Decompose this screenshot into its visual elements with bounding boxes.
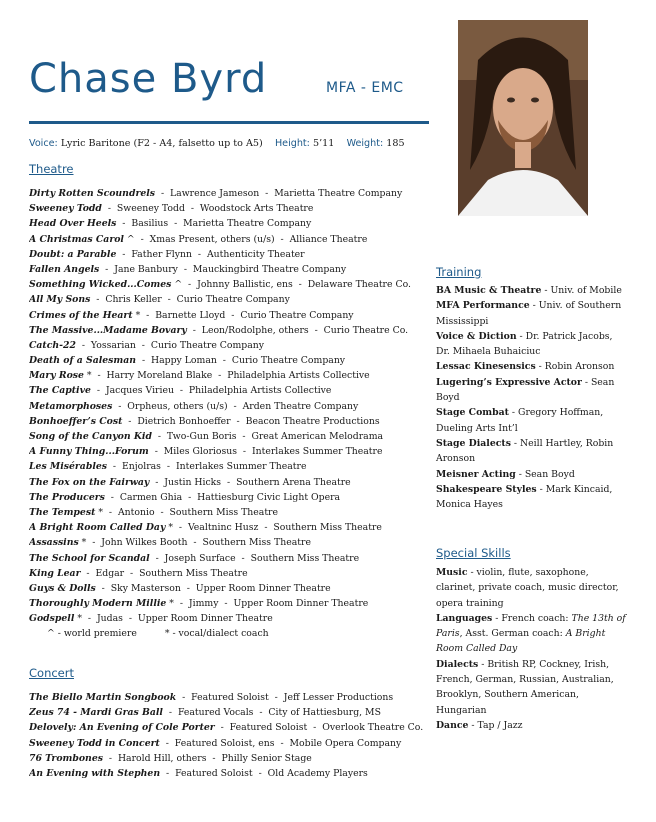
credit-mark: * bbox=[165, 522, 173, 534]
credit-role: Xmas Present, others (u/s) bbox=[149, 233, 275, 245]
credit-company: Southern Miss Theatre bbox=[202, 537, 311, 549]
skill-label: Music bbox=[436, 567, 468, 578]
theatre-list bbox=[29, 186, 411, 642]
credit-company: Authenticity Theater bbox=[206, 248, 305, 260]
theatre-credit-row: All My Sons - Chris Keller - Curio Theatre Company bbox=[29, 294, 290, 306]
training-detail: Mark Kincaid, Monica Hayes bbox=[436, 483, 613, 511]
theatre-credit-row: A Funny Thing...Forum - Miles Gloriosus - Interlakes Summer Theatre bbox=[29, 446, 383, 458]
concert-list bbox=[29, 690, 423, 781]
credit-title: Assassins bbox=[29, 537, 79, 549]
credit-title: The Biello Martin Songbook bbox=[29, 692, 177, 703]
credit-company: Southern Miss Theatre bbox=[139, 567, 248, 579]
theatre-credit-row: Fallen Angels - Jane Banbury - Mauckingbird Theatre Company bbox=[29, 263, 347, 275]
theatre-credit-row: Mary Rose * - Harry Moreland Blake - Philadelphia Artists Collective bbox=[29, 370, 370, 382]
credit-company: Curio Theatre Company bbox=[176, 294, 290, 306]
training-label: Lessac Kinesensics bbox=[436, 361, 536, 373]
credit-title: A Christmas Carol bbox=[29, 233, 124, 245]
credit-title: 76 Trombones bbox=[29, 752, 103, 764]
credit-role: Happy Loman bbox=[151, 355, 217, 367]
credit-mark: * bbox=[132, 309, 141, 321]
credit-company: Mauckingbird Theatre Company bbox=[192, 263, 347, 275]
header-rule bbox=[29, 121, 429, 124]
credit-role: Antonio bbox=[117, 506, 155, 518]
training-item: Voice & Diction - Dr. Patrick Jacobs, Dr. Mihaela Buhaiciuc bbox=[436, 330, 613, 358]
credit-mark: * bbox=[74, 613, 82, 625]
credit-title: Head Over Heels bbox=[29, 218, 117, 230]
credit-company: Alliance Theatre bbox=[289, 233, 368, 245]
skill-label: Dialects bbox=[436, 658, 479, 670]
credit-company: Southern Arena Theatre bbox=[236, 476, 351, 488]
credit-role: Lawrence Jameson bbox=[170, 188, 260, 199]
credit-title: Les Misérables bbox=[29, 461, 107, 473]
training-label: Stage Dialects bbox=[436, 437, 511, 449]
credit-role: Enjolras bbox=[121, 461, 161, 473]
credit-company: Great American Melodrama bbox=[251, 431, 384, 442]
height-label: Height: bbox=[274, 138, 310, 149]
skill-detail: , Asst. German coach: bbox=[459, 628, 563, 640]
credit-company: Marietta Theatre Company bbox=[274, 188, 403, 199]
training-item: Lessac Kinesensics - Robin Aronson bbox=[436, 361, 615, 373]
credit-role: Carmen Ghia bbox=[119, 491, 183, 503]
credit-role: Sky Masterson bbox=[110, 582, 181, 594]
credit-mark: * bbox=[95, 506, 103, 518]
legend-premiere: ^ - world premiere bbox=[47, 628, 137, 640]
credit-company: Woodstock Arts Theatre bbox=[199, 203, 314, 215]
training-detail: Gregory Hoffman, Dueling Arts Int’l bbox=[436, 407, 604, 434]
credit-title: An Evening with Stephen bbox=[29, 767, 161, 779]
training-item: Stage Combat - Gregory Hoffman, Dueling Arts Int’l bbox=[436, 407, 604, 434]
theatre-credit-row: Head Over Heels - Basilius - Marietta Theatre Company bbox=[29, 218, 312, 230]
credit-company: Upper Room Dinner Theatre bbox=[233, 598, 369, 610]
credit-role: Joseph Surface bbox=[164, 552, 236, 564]
credit-title: A Bright Room Called Day bbox=[29, 522, 166, 534]
credit-title: Something Wicked...Comes bbox=[29, 279, 172, 291]
theatre-credit-row: The School for Scandal - Joseph Surface - Southern Miss Theatre bbox=[29, 552, 360, 564]
credit-role: Harold Hill, others bbox=[117, 752, 207, 764]
credit-title: Zeus 74 - Mardi Gras Ball bbox=[29, 707, 163, 719]
theatre-credit-row: The Massive...Madame Bovary - Leon/Rodolphe, others - Curio Theatre Co. bbox=[29, 324, 409, 336]
credit-role: Basilius bbox=[131, 218, 169, 230]
headshot-photo bbox=[458, 20, 588, 216]
training-label: BA Music & Theatre bbox=[436, 285, 542, 296]
training-label: Lugering’s Expressive Actor bbox=[436, 376, 582, 388]
training-item: BA Music & Theatre - Univ. of Mobile bbox=[436, 285, 622, 296]
training-detail: Univ. of Southern Mississippi bbox=[436, 300, 622, 327]
legend-notes bbox=[29, 626, 411, 641]
skill-dance: Dance - Tap / Jazz bbox=[436, 719, 523, 731]
credit-title: The School for Scandal bbox=[29, 552, 150, 564]
credit-company: Philly Senior Stage bbox=[221, 752, 312, 764]
training-detail: Univ. of Mobile bbox=[550, 285, 622, 296]
training-label: MFA Performance bbox=[436, 300, 530, 312]
credit-role: Edgar bbox=[95, 567, 125, 579]
skill-label: Dance bbox=[436, 719, 469, 731]
credit-title: Guys & Dolls bbox=[29, 582, 96, 594]
training-label: Voice & Diction bbox=[436, 330, 517, 342]
credit-mark: * bbox=[83, 370, 92, 382]
credit-role: John Wilkes Booth bbox=[101, 537, 188, 549]
credit-mark: * bbox=[166, 598, 174, 610]
training-detail: Sean Boyd bbox=[524, 468, 575, 480]
actor-name: Chase Byrd bbox=[29, 56, 268, 102]
credit-title: The Producers bbox=[29, 491, 105, 503]
training-label: Shakespeare Styles bbox=[436, 483, 537, 495]
credit-role: Featured Soloist bbox=[191, 692, 269, 703]
theatre-credit-row: King Lear - Edgar - Southern Miss Theatre bbox=[29, 567, 248, 579]
theatre-credit-row: Les Misérables - Enjolras - Interlakes Summer Theatre bbox=[29, 461, 307, 473]
training-detail: Robin Aronson bbox=[544, 361, 615, 373]
credit-role: Judas bbox=[96, 613, 123, 625]
credit-role: Jacques Virieu bbox=[105, 385, 174, 397]
credit-role: Featured Soloist bbox=[175, 767, 253, 779]
credit-company: Philadelphia Artists Collective bbox=[227, 370, 370, 382]
credit-title: Godspell bbox=[29, 613, 75, 625]
credit-role: Father Flynn bbox=[131, 248, 192, 260]
theatre-credit-row: The Captive - Jacques Virieu - Philadelphia Artists Collective bbox=[29, 385, 332, 397]
skill-languages: Languages - French coach: The 13th of Paris, Asst. German coach: A Bright Room Called Day bbox=[436, 612, 626, 655]
credit-role: Jane Banbury bbox=[114, 263, 178, 275]
training-label: Meisner Acting bbox=[436, 468, 516, 480]
training-detail: Neill Hartley, Robin Aronson bbox=[436, 437, 614, 465]
credit-title: Doubt: a Parable bbox=[29, 248, 117, 260]
credit-company: City of Hattiesburg, MS bbox=[268, 707, 381, 719]
credit-company: Southern Miss Theatre bbox=[169, 506, 279, 518]
voice-value: Lyric Baritone (F2 - A4, falsetto up to A5) bbox=[60, 138, 263, 149]
credit-role: Featured Soloist, ens bbox=[174, 737, 275, 749]
theatre-heading: Theatre bbox=[29, 162, 74, 176]
credit-role: Dietrich Bonhoeffer bbox=[137, 415, 231, 427]
credit-role: Chris Keller bbox=[105, 294, 162, 306]
theatre-credit-row: The Tempest * - Antonio - Southern Miss Theatre bbox=[29, 506, 279, 518]
credit-role: Sweeney Todd bbox=[116, 203, 185, 215]
credit-company: Overlook Theatre Co. bbox=[322, 722, 424, 734]
skill-show-title: A Bright Room Called Day bbox=[436, 628, 606, 655]
credit-title: The Captive bbox=[29, 385, 91, 397]
concert-credit-row: An Evening with Stephen - Featured Soloist - Old Academy Players bbox=[29, 767, 368, 779]
credit-title: Metamorphoses bbox=[29, 400, 113, 412]
theatre-credit-row: Assassins * - John Wilkes Booth - Southern Miss Theatre bbox=[29, 537, 311, 549]
training-detail: Dr. Patrick Jacobs, Dr. Mihaela Buhaiciuc bbox=[436, 330, 613, 358]
skill-detail: violin, flute, saxophone, clarinet, private coach, music director, opera training bbox=[436, 567, 619, 609]
skill-music: Music - violin, flute, saxophone, clarinet, private coach, music director, opera training bbox=[436, 567, 619, 609]
skill-label: Languages bbox=[436, 612, 493, 624]
theatre-credit-row: Catch-22 - Yossarian - Curio Theatre Company bbox=[29, 339, 265, 351]
credit-title: The Tempest bbox=[29, 506, 96, 518]
height-value: 5’11 bbox=[312, 138, 335, 149]
credit-company: Curio Theatre Company bbox=[150, 339, 265, 351]
training-item: Shakespeare Styles - Mark Kincaid, Monica Hayes bbox=[436, 483, 613, 511]
skill-show-title: The 13th of Paris bbox=[436, 612, 626, 640]
credit-title: Catch-22 bbox=[29, 339, 76, 351]
credit-title: A Funny Thing...Forum bbox=[29, 446, 149, 458]
theatre-credit-row: Something Wicked...Comes ^ - Johnny Ballistic, ens - Delaware Theatre Co. bbox=[29, 279, 411, 291]
theatre-credit-row: Guys & Dolls - Sky Masterson - Upper Room Dinner Theatre bbox=[29, 582, 331, 594]
credit-title: Death of a Salesman bbox=[29, 355, 137, 367]
credit-company: Arden Theatre Company bbox=[242, 400, 359, 412]
theatre-credit-row: Crimes of the Heart * - Barnette Lloyd - Curio Theatre Company bbox=[29, 309, 354, 321]
theatre-credit-row: Death of a Salesman - Happy Loman - Curio Theatre Company bbox=[29, 355, 346, 367]
credit-title: Sweeney Todd bbox=[29, 203, 102, 215]
credit-company: Interlakes Summer Theatre bbox=[175, 461, 307, 473]
theatre-credit-row: A Bright Room Called Day * - Vealtninc Husz - Southern Miss Theatre bbox=[29, 522, 382, 534]
credit-mark: ^ bbox=[123, 233, 135, 245]
credit-company: Delaware Theatre Co. bbox=[307, 279, 411, 291]
credit-role: Vealtninc Husz bbox=[187, 522, 259, 534]
credit-title: The Massive...Madame Bovary bbox=[29, 324, 187, 336]
theatre-credit-row: Sweeney Todd - Sweeney Todd - Woodstock Arts Theatre bbox=[29, 203, 314, 215]
skill-detail: Tap / Jazz bbox=[477, 719, 523, 731]
theatre-credit-row: The Fox on the Fairway - Justin Hicks - Southern Arena Theatre bbox=[29, 476, 351, 488]
credit-title: Song of the Canyon Kid bbox=[29, 431, 152, 442]
theatre-credit-row: Godspell * - Judas - Upper Room Dinner Theatre bbox=[29, 613, 273, 625]
credit-title: Delovely: An Evening of Cole Porter bbox=[29, 722, 215, 734]
weight-value: 185 bbox=[386, 138, 405, 149]
credit-company: Interlakes Summer Theatre bbox=[251, 446, 383, 458]
credit-role: Featured Vocals bbox=[177, 707, 254, 719]
credit-title: Bonhoeffer’s Cost bbox=[29, 415, 123, 427]
credit-role: Miles Gloriosus bbox=[163, 446, 237, 458]
theatre-credit-row: The Producers - Carmen Ghia - Hattiesburg Civic Light Opera bbox=[29, 491, 341, 503]
credit-title: Thoroughly Modern Millie bbox=[29, 598, 167, 610]
vital-stats bbox=[29, 138, 405, 149]
training-heading: Training bbox=[436, 265, 482, 279]
skill-detail: British RP, Cockney, Irish, French, German, Russian, Australian, Brooklyn, Southern American, Hungarian bbox=[436, 658, 614, 716]
credit-company: Beacon Theatre Productions bbox=[245, 415, 380, 427]
voice-label: Voice: bbox=[29, 138, 58, 149]
credit-title: Mary Rose bbox=[29, 370, 84, 382]
credit-mark: * bbox=[78, 537, 87, 549]
concert-credit-row: 76 Trombones - Harold Hill, others - Philly Senior Stage bbox=[29, 752, 312, 764]
credit-company: Curio Theatre Company bbox=[240, 309, 354, 321]
degree-label: MFA - EMC bbox=[326, 80, 404, 96]
training-list bbox=[436, 283, 626, 512]
credit-role: Justin Hicks bbox=[164, 476, 222, 488]
concert-credit-row: Sweeney Todd in Concert - Featured Soloist, ens - Mobile Opera Company bbox=[29, 737, 402, 749]
credit-company: Southern Miss Theatre bbox=[273, 522, 382, 534]
credit-role: Johnny Ballistic, ens bbox=[197, 279, 293, 291]
credit-company: Philadelphia Artists Collective bbox=[188, 385, 332, 397]
credit-company: Curio Theatre Co. bbox=[323, 324, 409, 336]
credit-company: Upper Room Dinner Theatre bbox=[137, 613, 273, 625]
credit-title: King Lear bbox=[29, 567, 81, 579]
training-item: MFA Performance - Univ. of Southern Mississippi bbox=[436, 300, 622, 327]
credit-role: Orpheus, others (u/s) bbox=[127, 400, 228, 412]
training-detail: Sean Boyd bbox=[436, 376, 615, 404]
theatre-credit-row: Metamorphoses - Orpheus, others (u/s) - Arden Theatre Company bbox=[29, 400, 359, 412]
weight-label: Weight: bbox=[346, 138, 384, 149]
credit-role: Harry Moreland Blake bbox=[106, 370, 213, 382]
credit-role: Barnette Lloyd bbox=[155, 309, 226, 321]
training-label: Stage Combat bbox=[436, 407, 509, 419]
credit-title: Crimes of the Heart bbox=[29, 309, 133, 321]
skill-detail: French coach: bbox=[501, 612, 569, 624]
training-item: Stage Dialects - Neill Hartley, Robin Aronson bbox=[436, 437, 614, 465]
theatre-credit-row: Bonhoeffer’s Cost - Dietrich Bonhoeffer - Beacon Theatre Productions bbox=[29, 415, 380, 427]
headshot-illustration bbox=[458, 20, 588, 216]
concert-credit-row: Zeus 74 - Mardi Gras Ball - Featured Vocals - City of Hattiesburg, MS bbox=[29, 707, 381, 719]
theatre-credit-row: Song of the Canyon Kid - Two-Gun Boris - Great American Melodrama bbox=[29, 431, 384, 442]
credit-company: Old Academy Players bbox=[267, 767, 368, 779]
theatre-credit-row: A Christmas Carol ^ - Xmas Present, others (u/s) - Alliance Theatre bbox=[29, 233, 368, 245]
credit-company: Jeff Lesser Productions bbox=[283, 692, 394, 703]
theatre-credit-row: Dirty Rotten Scoundrels - Lawrence Jameson - Marietta Theatre Company bbox=[29, 188, 403, 199]
credit-title: The Fox on the Fairway bbox=[29, 476, 150, 488]
credit-company: Curio Theatre Company bbox=[231, 355, 346, 367]
concert-credit-row: The Biello Martin Songbook - Featured Soloist - Jeff Lesser Productions bbox=[29, 692, 394, 703]
credit-company: Upper Room Dinner Theatre bbox=[195, 582, 331, 594]
concert-heading: Concert bbox=[29, 666, 74, 680]
credit-mark: ^ bbox=[171, 279, 183, 291]
credit-title: Dirty Rotten Scoundrels bbox=[29, 188, 156, 199]
credit-company: Southern Miss Theatre bbox=[250, 552, 360, 564]
credit-title: All My Sons bbox=[29, 294, 91, 306]
credit-title: Sweeney Todd in Concert bbox=[29, 737, 160, 749]
credit-company: Mobile Opera Company bbox=[289, 737, 402, 749]
skill-dialects: Dialects - British RP, Cockney, Irish, French, German, Russian, Australian, Brooklyn, Southern American, Hungarian bbox=[436, 658, 614, 716]
credit-role: Yossarian bbox=[90, 339, 136, 351]
credit-company: Hattiesburg Civic Light Opera bbox=[197, 491, 341, 503]
credit-company: Marietta Theatre Company bbox=[183, 218, 312, 230]
credit-role: Two-Gun Boris bbox=[166, 431, 237, 442]
theatre-credit-row: Thoroughly Modern Millie * - Jimmy - Upper Room Dinner Theatre bbox=[29, 598, 369, 610]
training-item: Meisner Acting - Sean Boyd bbox=[436, 468, 575, 480]
concert-credit-row: Delovely: An Evening of Cole Porter - Featured Soloist - Overlook Theatre Co. bbox=[29, 722, 424, 734]
skills-heading: Special Skills bbox=[436, 546, 511, 560]
theatre-credit-row: Doubt: a Parable - Father Flynn - Authenticity Theater bbox=[29, 248, 305, 260]
training-item: Lugering’s Expressive Actor - Sean Boyd bbox=[436, 376, 615, 404]
credit-role: Featured Soloist bbox=[229, 722, 308, 734]
skills-list bbox=[436, 565, 626, 733]
legend-coach: * - vocal/dialect coach bbox=[164, 628, 269, 640]
credit-role: Jimmy bbox=[188, 598, 219, 610]
credit-role: Leon/Rodolphe, others bbox=[201, 324, 309, 336]
credit-title: Fallen Angels bbox=[29, 263, 100, 275]
